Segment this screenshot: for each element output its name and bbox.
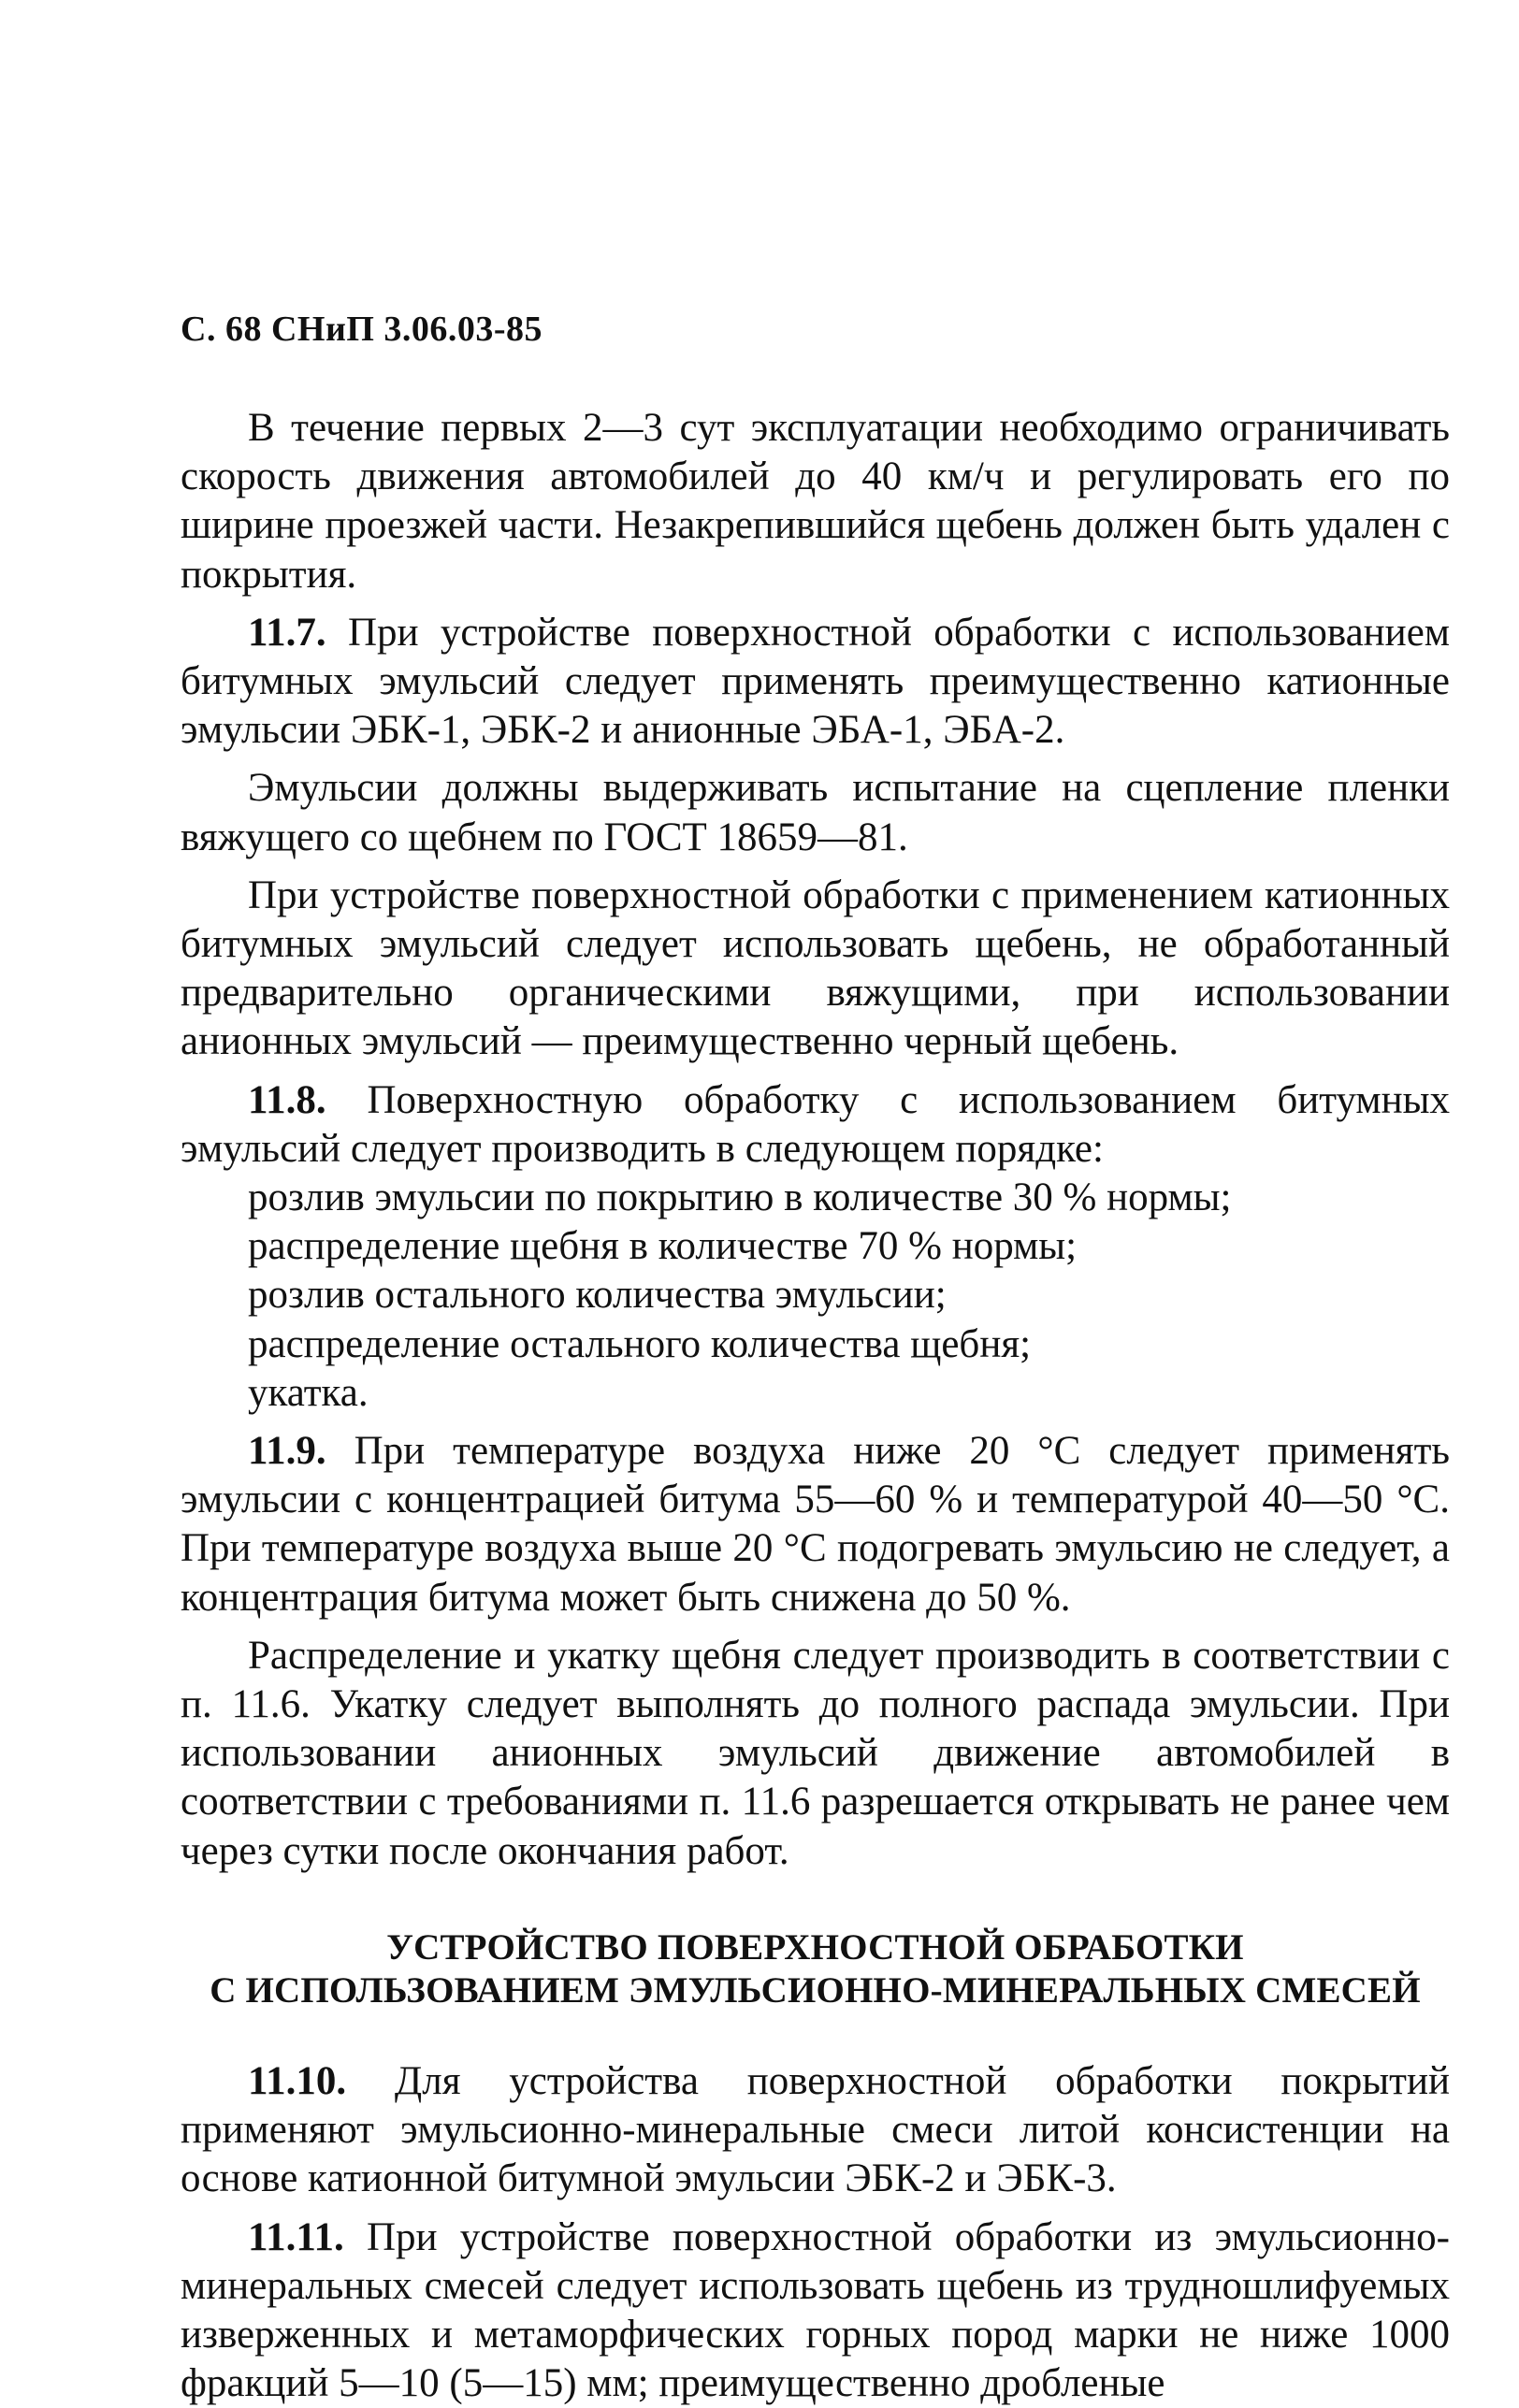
section-heading-line: УСТРОЙСТВО ПОВЕРХНОСТНОЙ ОБРАБОТКИ xyxy=(181,1926,1450,1969)
running-head: С. 68 СНиП 3.06.03-85 xyxy=(181,309,1450,350)
clause-text: При устройстве поверхностной обработки с использованием битумных эмульсий следует применять преимущественно катионные эмульсии ЭБК-1, ЭБК-2 и анионные ЭБА-1, ЭБА-2. xyxy=(181,611,1450,752)
paragraph-rolling: Распределение и укатку щебня следует производить в соответствии с п. 11.6. Укатку следует выполнять до полного распада эмульсии. При использовании анионных эмульсий движение автомобилей в соответствии с требованиями п. 11.6 разрешается открывать не ранее чем через сутки после окончания работ. xyxy=(181,1632,1450,1876)
list-item: распределение остального количества щебня; xyxy=(181,1320,1450,1369)
clause-11-7 xyxy=(181,609,1450,756)
clause-11-8 xyxy=(181,1076,1450,1174)
list-item: укатка. xyxy=(181,1369,1450,1418)
clause-text: Для устройства поверхностной обработки покрытий применяют эмульсионно-минеральные смеси литой консистенции на основе катионной битумной эмульсии ЭБК-2 и ЭБК-3. xyxy=(181,2059,1450,2200)
clause-number: 11.9. xyxy=(248,1429,326,1473)
clause-text: При устройстве поверхностной обработки из эмульсионно-минеральных смесей следует использовать щебень из трудношлифуемых изверженных и метаморфических горных пород марки не ниже 1000 фракций 5—10 (5—15) мм; преимущественно дробленые xyxy=(181,2215,1450,2406)
section-heading xyxy=(181,1926,1450,2012)
clause-text: Поверхностную обработку с использованием битумных эмульсий следует производить в следующем порядке: xyxy=(181,1078,1450,1171)
paragraph-traffic-restriction: В течение первых 2—3 сут эксплуатации необходимо ограничивать скорость движения автомобилей до 40 км/ч и регулировать его по ширине проезжей части. Незакрепившийся щебень должен быть удален с покрытия. xyxy=(181,404,1450,599)
paragraph-crushed-stone: При устройстве поверхностной обработки с применением катионных битумных эмульсий следует использовать щебень, не обработанный предварительно органическими вяжущими, при использовании анионных эмульсий — преимущественно черный щебень. xyxy=(181,872,1450,1067)
list-item: распределение щебня в количестве 70 % нормы; xyxy=(181,1222,1450,1271)
clause-number: 11.10. xyxy=(248,2059,346,2103)
document-page xyxy=(181,309,1450,2408)
list-item: розлив остального количества эмульсии; xyxy=(181,1271,1450,1319)
clause-text: При температуре воздуха ниже 20 °С следует применять эмульсии с концентрацией битума 55—60 % и температурой 40—50 °С. При температуре воздуха выше 20 °С подогревать эмульсию не следует, а концентрация битума может быть снижена до 50 %. xyxy=(181,1429,1450,1620)
clause-11-11 xyxy=(181,2213,1450,2408)
clause-11-9 xyxy=(181,1427,1450,1622)
list-item: розлив эмульсии по покрытию в количестве 30 % нормы; xyxy=(181,1174,1450,1222)
clause-number: 11.11. xyxy=(248,2215,344,2259)
clause-number: 11.7. xyxy=(248,611,326,655)
procedure-list xyxy=(181,1174,1450,1418)
clause-number: 11.8. xyxy=(248,1078,326,1122)
clause-11-10 xyxy=(181,2057,1450,2204)
paragraph-emulsion-test: Эмульсии должны выдерживать испытание на сцепление пленки вяжущего со щебнем по ГОСТ 18659—81. xyxy=(181,764,1450,861)
section-heading-line: С ИСПОЛЬЗОВАНИЕМ ЭМУЛЬСИОННО-МИНЕРАЛЬНЫХ СМЕСЕЙ xyxy=(181,1969,1450,2012)
body-text xyxy=(181,404,1450,2408)
